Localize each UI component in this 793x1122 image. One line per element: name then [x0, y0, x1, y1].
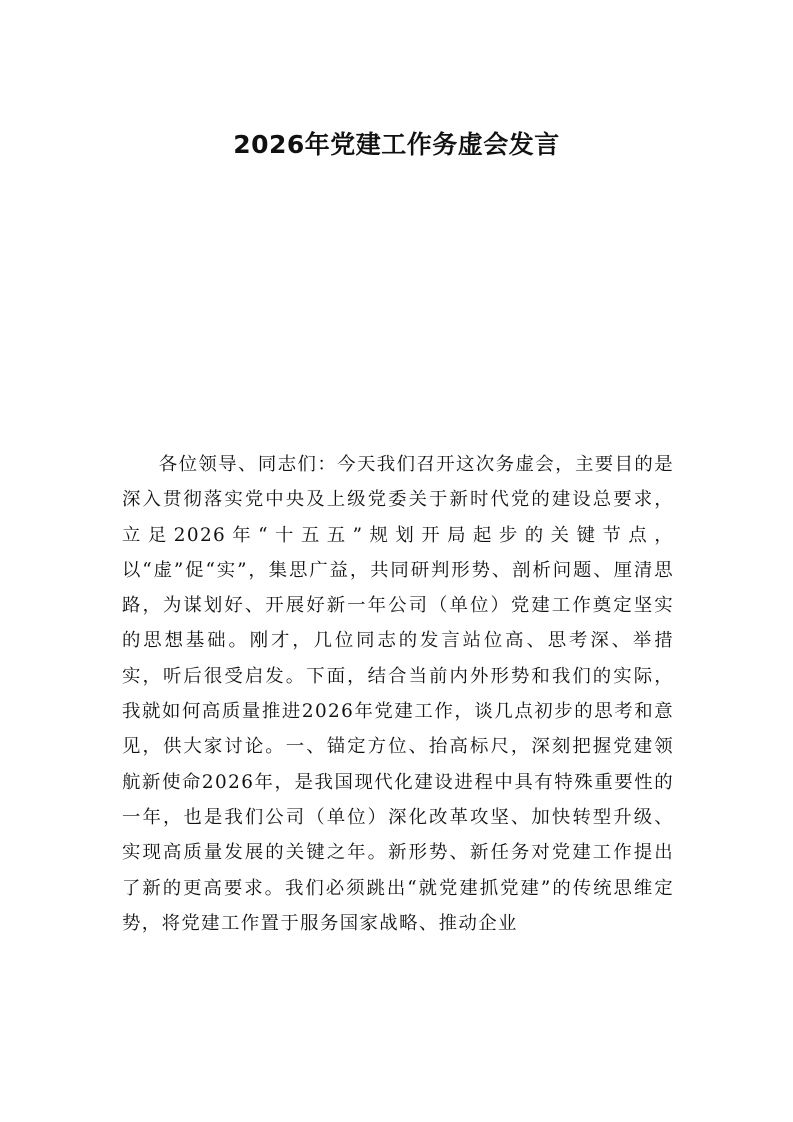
document-title: 2026年党建工作务虚会发言	[233, 130, 560, 159]
document-paragraph: 各位领导、同志们：今天我们召开这次务虚会，主要目的是深入贯彻落实党中央及上级党委关于新时代党的建设总要求，立足2026年“十五五”规划开局起步的关键节点，以“虚”促“实”，集思广益，共同研判形势、剖析问题、厘清思路，为谋划好、开展好新一年公司（单位）党建工作奠定坚实的思想基础。刚才，几位同志的发言站位高、思考深、举措实，听后很受启发。下面，结合当前内外形势和我们的实际，我就如何高质量推进2026年党建工作，谈几点初步的思考和意见，供大家讨论。一、锚定方位、抬高标尺，深刻把握党建领航新使命2026年，是我国现代化建设进程中具有特殊重要性的一年，也是我们公司（单位）深化改革攻坚、加快转型升级、实现高质量发展的关键之年。新形势、新任务对党建工作提出了新的更高要求。我们必须跳出“就党建抓党建”的传统思维定势，将党建工作置于服务国家战略、推动企业	[122, 454, 674, 934]
